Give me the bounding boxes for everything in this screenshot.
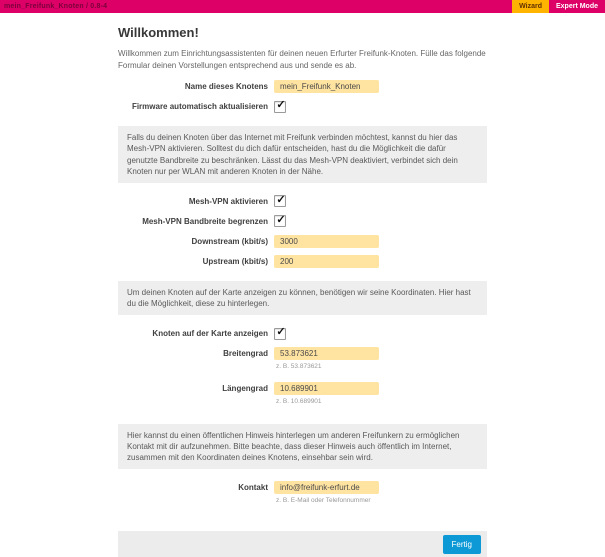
- latitude-hint: z. B. 53.873621: [276, 363, 322, 371]
- checkmark-icon: ✓: [276, 193, 286, 206]
- checkmark-icon: ✓: [276, 213, 286, 226]
- node-name-input[interactable]: [274, 80, 379, 93]
- tab-wizard[interactable]: Wizard: [512, 0, 549, 13]
- autoupdate-label: Firmware automatisch aktualisieren: [131, 102, 268, 112]
- checkmark-icon: ✓: [276, 99, 286, 112]
- longitude-row: [118, 382, 487, 406]
- contact-input[interactable]: [274, 481, 379, 494]
- mesh-vpn-note: Falls du deinen Knoten über das Internet mit Freifunk verbinden möchtest, kannst du hier das Mesh-VPN aktivieren. Solltest du dich dafür entscheiden, hast du die Möglichkeit die dafür genutzte Bandbreite zu beschränken. Lässt du das Mesh-VPN deaktiviert, verbindet sich dein Knoten nur per WLAN mit anderen Knoten in der Nähe.: [118, 126, 487, 183]
- wizard-page: [0, 13, 605, 505]
- latitude-label: Breitengrad: [223, 349, 268, 359]
- mesh-vpn-row: [118, 195, 487, 208]
- top-bar: [0, 0, 605, 13]
- checkmark-icon: ✓: [276, 326, 286, 339]
- longitude-input[interactable]: [274, 382, 379, 395]
- mode-tabs: [512, 0, 605, 13]
- downstream-label: Downstream (kbit/s): [191, 236, 268, 246]
- location-note: Um deinen Knoten auf der Karte anzeigen zu können, benötigen wir seine Koordinaten. Hier hast du die Möglichkeit, diese zu hinterlegen.: [118, 281, 487, 315]
- downstream-input[interactable]: [274, 235, 379, 248]
- latitude-input[interactable]: [274, 347, 379, 360]
- longitude-label: Längengrad: [222, 384, 268, 394]
- footer-bar: [118, 531, 487, 557]
- autoupdate-checkbox[interactable]: [274, 101, 286, 113]
- show-on-map-checkbox[interactable]: [274, 328, 286, 340]
- limit-bandwidth-row: [118, 215, 487, 228]
- node-name-row: [118, 80, 487, 93]
- limit-bandwidth-label: Mesh-VPN Bandbreite begrenzen: [142, 216, 268, 226]
- contact-hint: z. B. E-Mail oder Telefonnummer: [276, 497, 371, 505]
- upstream-row: [118, 255, 487, 268]
- upstream-label: Upstream (kbit/s): [202, 256, 268, 266]
- contact-row: [118, 481, 487, 505]
- upstream-input[interactable]: [274, 255, 379, 268]
- contact-label: Kontakt: [238, 483, 268, 493]
- show-on-map-row: [118, 327, 487, 340]
- node-title: mein_Freifunk_Knoten / 0.8-4: [4, 3, 108, 10]
- tab-expert-mode[interactable]: Expert Mode: [555, 3, 598, 10]
- mesh-vpn-label: Mesh-VPN aktivieren: [188, 196, 268, 206]
- node-name-label: Name dieses Knotens: [184, 82, 268, 92]
- page-title: Willkommen!: [118, 25, 199, 40]
- show-on-map-label: Knoten auf der Karte anzeigen: [152, 329, 268, 339]
- limit-bandwidth-checkbox[interactable]: [274, 215, 286, 227]
- mesh-vpn-checkbox[interactable]: [274, 195, 286, 207]
- longitude-hint: z. B. 10.689901: [276, 398, 322, 406]
- latitude-row: [118, 347, 487, 371]
- downstream-row: [118, 235, 487, 248]
- autoupdate-row: [118, 100, 487, 113]
- intro-text: Willkommen zum Einrichtungsassistenten für deinen neuen Erfurter Freifunk-Knoten. Fülle das folgende Formular deinen Vorstellungen entsprechend aus und sende es ab.: [118, 49, 486, 70]
- contact-note: Hier kannst du einen öffentlichen Hinweis hinterlegen um anderen Freifunkern zu ermöglichen Kontakt mit dir aufzunehmen. Bitte beachte, dass dieser Hinweis auch öffentlich im Internet, zusammen mit den Koordinaten deines Knotens, einsehbar sein wird.: [118, 424, 487, 470]
- submit-button[interactable]: Fertig: [443, 535, 481, 554]
